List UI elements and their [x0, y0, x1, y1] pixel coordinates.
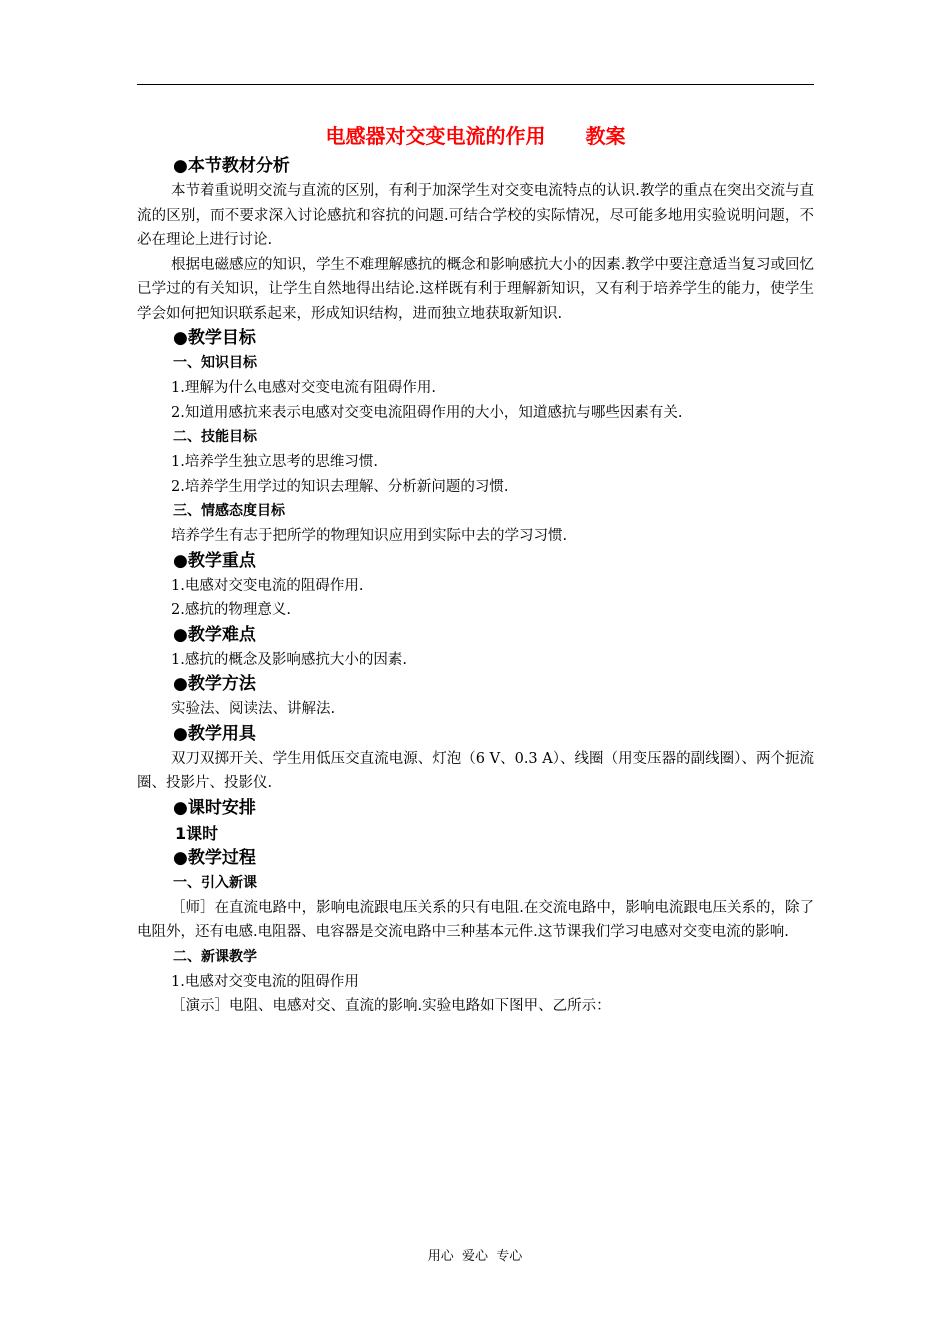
- section-heading-key-points: ●教学重点: [173, 550, 256, 571]
- new-lesson-item-2: ［演示］电阻、电感对交、直流的影响.实验电路如下图甲、乙所示：: [171, 998, 611, 1014]
- section-heading-tools: ●教学用具: [173, 723, 256, 744]
- section-heading-process: ●教学过程: [173, 847, 256, 868]
- document-body: [137, 118, 814, 1019]
- skill-item-1: 1.培养学生独立思考的思维习惯.: [171, 454, 378, 470]
- analysis-paragraph-2: 根据电磁感应的知识，学生不难理解感抗的概念和影响感抗大小的因素.教学中要注意适当复习或回忆已学过的有关知识，让学生自然地得出结论.这样既有利于理解新知识，又有利于培养学生的能力，使学生学会如何把知识联系起来，形成知识结构，进而独立地获取新知识.: [137, 256, 814, 322]
- subheading-skill: 二、技能目标: [173, 429, 257, 445]
- skill-item-2: 2.培养学生用学过的知识去理解、分析新问题的习惯.: [171, 478, 509, 495]
- method-item-1: 实验法、阅读法、讲解法.: [171, 701, 336, 717]
- tools-paragraph: 双刀双掷开关、学生用低压交直流电源、灯泡（6 V、0.3 A）、线圈（用变压器的副线圈）、两个扼流圈、投影片、投影仪.: [137, 750, 814, 791]
- section-heading-goals: ●教学目标: [173, 328, 256, 348]
- section-heading-schedule: ●课时安排: [173, 797, 256, 818]
- subheading-new-lesson: 二、新课教学: [173, 948, 257, 965]
- analysis-paragraph-1: 本节着重说明交流与直流的区别，有利于加深学生对交变电流特点的认识.教学的重点在突出交流与直流的区别，而不要求深入讨论感抗和容抗的问题.可结合学校的实际情况，尽可能多地用实验说明问题，不必在理论上进行讨论.: [137, 183, 814, 248]
- subheading-intro: 一、引入新课: [173, 874, 257, 891]
- subheading-knowledge: 一、知识目标: [173, 355, 257, 371]
- emotion-item-1: 培养学生有志于把所学的物理知识应用到实际中去的学习习惯.: [171, 528, 568, 544]
- section-heading-methods: ●教学方法: [173, 674, 256, 694]
- key-point-item-1: 1.电感对交变电流的阻碍作用.: [171, 577, 364, 594]
- document-title: 电感器对交变电流的作用 教案: [325, 124, 626, 148]
- page-footer: 用心 爱心 专心: [427, 1249, 523, 1264]
- header-rule: [137, 84, 814, 85]
- intro-paragraph: ［师］在直流电路中，影响电流跟电压关系的只有电阻.在交流电路中，影响电流跟电压关系的，除了电阻外，还有电感.电阻器、电容器是交流电路中三种基本元件.这节课我们学习电感对交变电流的影响.: [137, 899, 814, 940]
- schedule-value: 1课时: [175, 823, 219, 843]
- key-point-item-2: 2.感抗的物理意义.: [171, 602, 291, 618]
- knowledge-item-1: 1.理解为什么电感对交变电流有阻碍作用.: [171, 380, 436, 396]
- knowledge-item-2: 2.知道用感抗来表示电感对交变电流阻碍作用的大小，知道感抗与哪些因素有关.: [171, 404, 683, 421]
- new-lesson-item-1: 1.电感对交变电流的阻碍作用: [171, 973, 359, 990]
- section-heading-analysis: ●本节教材分析: [173, 156, 290, 176]
- difficulty-item-1: 1.感抗的概念及影响感抗大小的因素.: [171, 651, 407, 668]
- section-heading-difficulties: ●教学难点: [173, 624, 256, 645]
- subheading-emotion: 三、情感态度目标: [173, 503, 285, 519]
